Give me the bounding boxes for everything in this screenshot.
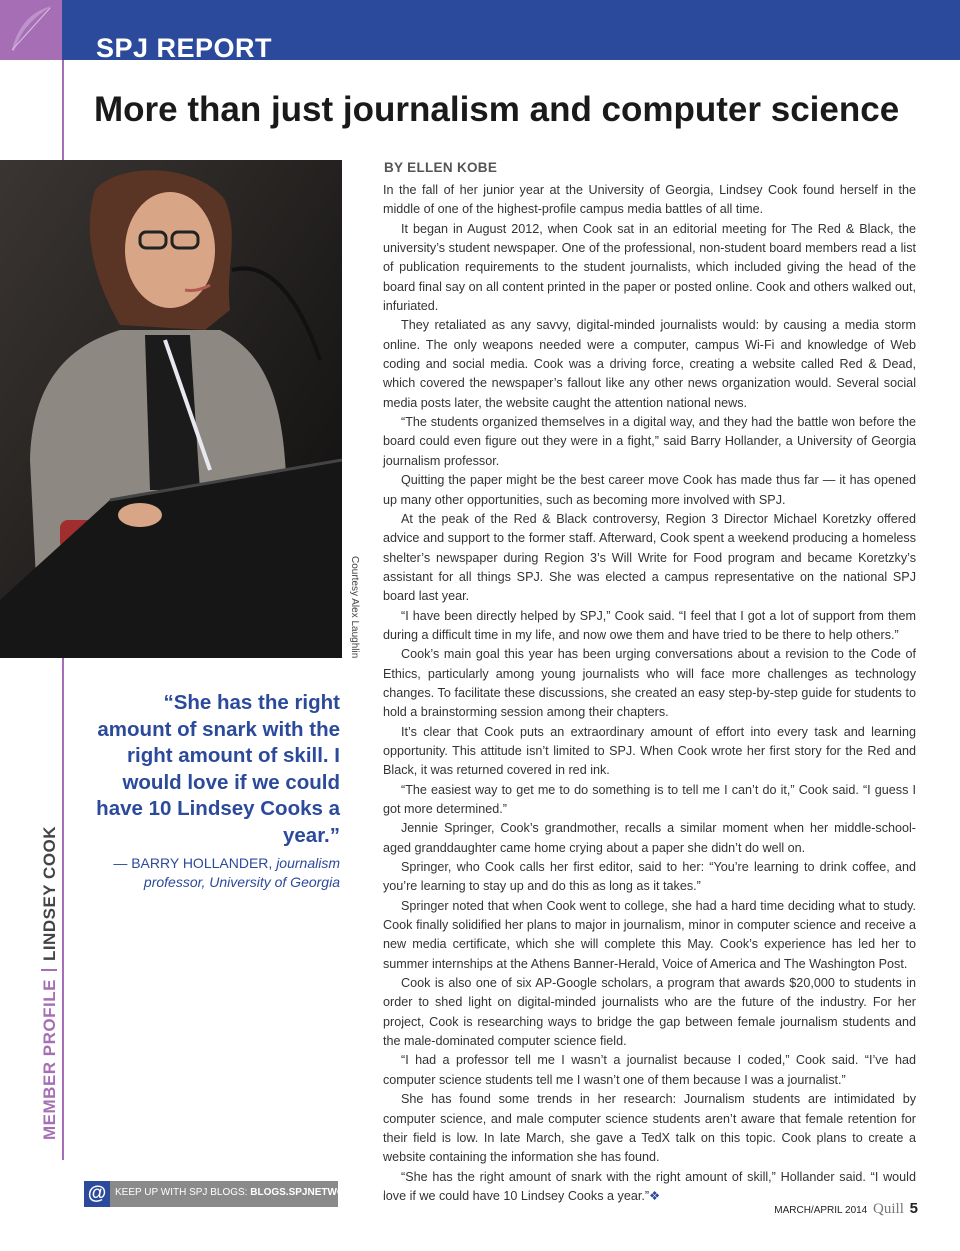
quill-icon bbox=[4, 2, 58, 56]
footer-bar[interactable] bbox=[84, 1181, 385, 1207]
article-paragraph: “I had a professor tell me I wasn’t a journalist because I coded,” Cook said. “I’ve had computer science students tell me I wasn’t one of them because I was a journalist.” bbox=[383, 1053, 916, 1087]
article-paragraph: She has found some trends in her research: Journalism students are intimidated by computer science, and male computer science students aren’t aware that female retention for their field is low. In late March, she gave a TedX talk on this topic. Cook plans to create a website containing the information she has found. bbox=[383, 1092, 916, 1165]
side-label-name: LINDSEY COOK bbox=[40, 825, 59, 962]
side-label-category: MEMBER PROFILE bbox=[40, 979, 59, 1140]
footer-text bbox=[115, 1187, 385, 1198]
end-mark-icon: ❖ bbox=[649, 1188, 661, 1203]
photo-credit: Courtesy Alex Laughlin bbox=[349, 556, 360, 659]
attribution-role: journalism professor, University of Georgia bbox=[143, 855, 340, 890]
speaker-photo bbox=[0, 160, 342, 658]
article-paragraph: Jennie Springer, Cook’s grandmother, recalls a similar moment when her middle-school-aged granddaughter came home crying about a paper she didn’t do well on. bbox=[383, 821, 916, 855]
at-icon: @ bbox=[84, 1181, 110, 1207]
article-paragraph: “I have been directly helped by SPJ,” Cook said. “I feel that I got a lot of support from them during a difficult time in my life, and now owe them and have tried to be there to help others.” bbox=[383, 608, 916, 642]
article-paragraph: Springer noted that when Cook went to college, she had a hard time deciding what to study. Cook finally solidified her plans to major in journalism, minor in computer science and receive a new media certificate, which she will complete this May. Cook’s experience has led her to summer internships at the Athens Banner-Herald, Voice of America and The Washington Post. bbox=[383, 898, 916, 971]
article-body bbox=[383, 181, 916, 1206]
side-label-divider bbox=[41, 969, 57, 971]
attribution-name: — BARRY HOLLANDER, bbox=[113, 855, 273, 871]
footer-prefix: KEEP UP WITH SPJ BLOGS: bbox=[115, 1187, 248, 1198]
article-paragraph: Quitting the paper might be the best career move Cook has made thus far — it has opened up many other opportunities, such as becoming more involved with SPJ. bbox=[383, 473, 916, 507]
folio-issue: MARCH/APRIL 2014 bbox=[774, 1205, 868, 1216]
article-paragraph: They retaliated as any savvy, digital-minded journalists would: by causing a media storm online. The only weapons needed were a computer, campus Wi-Fi and knowledge of Web coding and social media. Cook was a driving force, creating a website called Red & Dead, which covered the newspaper’s fallout like any other news organization would. Several social media posts later, the website caught the attention national news. bbox=[383, 318, 916, 410]
side-label bbox=[40, 820, 66, 1140]
article-paragraph: It’s clear that Cook puts an extraordinary amount of effort into every task and learning opportunity. This attitude isn’t limited to SPJ. When Cook wrote her first story for the Red and Black, it was returned covered in red ink. bbox=[383, 724, 916, 778]
article-paragraph: It began in August 2012, when Cook sat in an editorial meeting for The Red & Black, the university’s student newspaper. One of the professional, non-student board members read a list of publication requirements to the student journalists, which included giving the head of the board final say on all content printed in the paper or posted online. Cook and others walked out, infuriated. bbox=[383, 221, 916, 314]
footer-link[interactable]: BLOGS.SPJNETWORK.ORG bbox=[250, 1187, 385, 1198]
article-paragraph: In the fall of her junior year at the University of Georgia, Lindsey Cook found herself in the middle of one of the highest-profile campus media battles of all time. bbox=[383, 183, 916, 217]
article-paragraph: Cook is also one of six AP-Google scholars, a program that awards $20,000 to students in order to shed light on digital-minded journalists who are the future of the industry. For her project, Cook is researching ways to bridge the gap between female journalism students and the male-dominated computer science field. bbox=[383, 976, 916, 1049]
folio bbox=[774, 1200, 918, 1218]
page-number: 5 bbox=[909, 1200, 918, 1217]
headline: More than just journalism and computer science bbox=[94, 90, 900, 129]
article-paragraph: Cook’s main goal this year has been urging conversations about a revision to the Code of Ethics, particularly among young journalists who will face more challenges as technology changes. To facilitate these discussions, she created an easy step-by-step guide for students to hold a brainstorming session among their chapters. bbox=[383, 647, 916, 720]
header-accent bbox=[0, 0, 62, 60]
article-paragraph: Springer, who Cook calls her first editor, said to her: “You’re learning to drink coffee, and you’re learning to stay up and do this as long as it takes.” bbox=[383, 860, 916, 894]
byline: BY ELLEN KOBE bbox=[384, 160, 498, 175]
pull-quote-attribution bbox=[110, 854, 340, 892]
pull-quote: “She has the right amount of snark with the right amount of skill. I would love if we could have 10 Lindsey Cooks a year.” bbox=[96, 691, 340, 847]
article-paragraph: “The easiest way to get me to do something is to tell me I can’t do it,” Cook said. “I guess I got more determined.” bbox=[383, 782, 916, 816]
section-label: SPJ REPORT bbox=[96, 33, 273, 63]
article-paragraph: At the peak of the Red & Black controversy, Region 3 Director Michael Koretzky offered advice and support to the former staff. Afterward, Cook spent a weekend producing a homeless shelter’s newspaper during Region 3’s Will Write for Food program and became Koretzky’s assistant for all things SPJ. She was elected a campus representative on the national SPJ board last year. bbox=[383, 511, 916, 604]
article-paragraph: “The students organized themselves in a digital way, and they had the battle won before the board could even figure out they were in a fight,” said Barry Hollander, a University of Georgia journalism professor. bbox=[383, 415, 916, 468]
folio-magazine: Quill bbox=[873, 1201, 904, 1217]
last-paragraph-text: “She has the right amount of snark with the right amount of skill,” Hollander said. “I would love if we could have 10 Lindsey Cooks a year.” bbox=[383, 1169, 916, 1203]
